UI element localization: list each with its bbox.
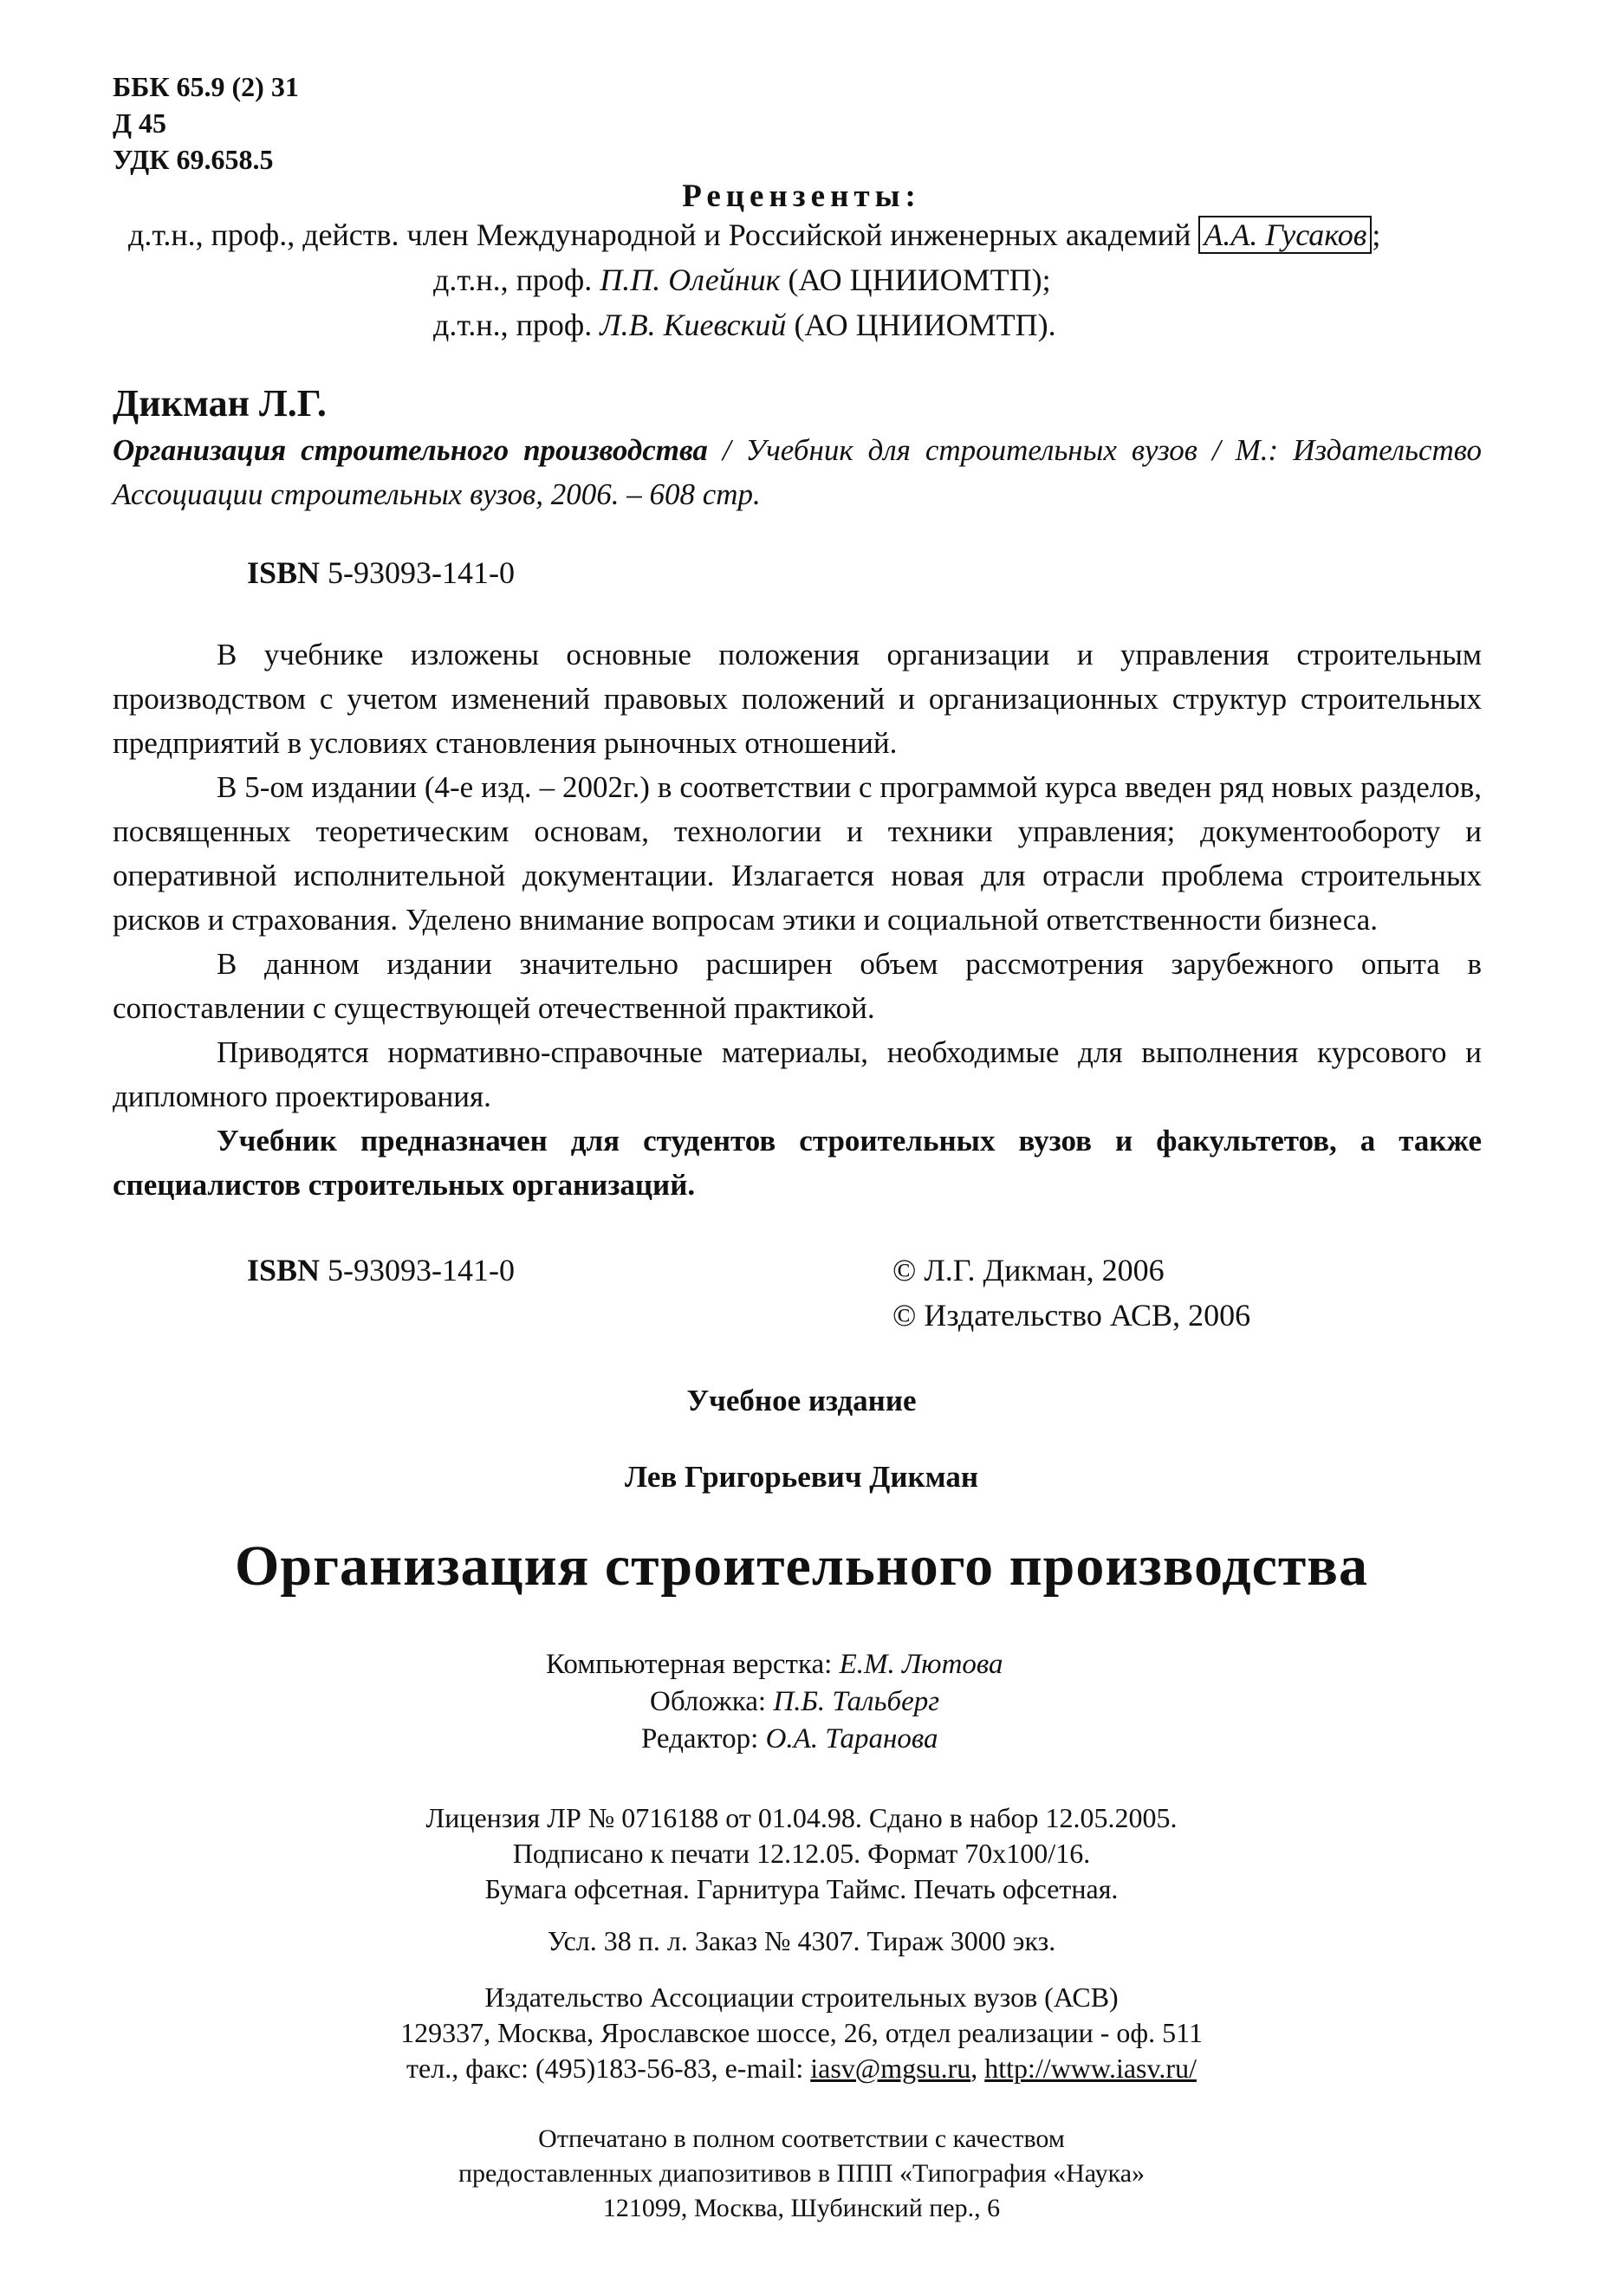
- credit-editor-name: О.А. Таранова: [765, 1723, 938, 1754]
- reviewer-3-affiliation: (АО ЦНИИОМТП).: [794, 308, 1056, 342]
- isbn-line-top: [247, 555, 515, 591]
- imprint-order: Усл. 38 п. л. Заказ № 4307. Тираж 3000 экз.: [547, 1925, 1056, 1956]
- reviewer-3-credentials: д.т.н., проф.: [433, 308, 593, 342]
- credit-cover-name: П.Б. Тальберг: [773, 1686, 940, 1717]
- book-title: Организация строительного производства: [235, 1534, 1368, 1598]
- annotation-paragraph: В 5-ом издании (4-е изд. – 2002г.) в соответствии с программой курса введен ряд новых разделов, посвященных теоретическим основам, технологии и техники управления; документообороту и оперативной исполнительной документации. Излагается новая для отрасли проблема строительных рисков и страхования. Уделено внимание вопросам этики и социальной ответственности бизнеса.: [113, 770, 1482, 937]
- reviewer-2-affiliation: (АО ЦНИИОМТП);: [788, 263, 1051, 297]
- annotation: [113, 632, 1482, 1207]
- bbk-code: ББК 65.9 (2) 31: [113, 71, 299, 102]
- reviewer-line-3: [433, 307, 1056, 343]
- reviewer-1-credentials: д.т.н., проф., действ. член Международной и Российской инженерных академий: [128, 217, 1191, 252]
- annotation-paragraph: Приводятся нормативно-справочные материалы, необходимые для выполнения курсового и дипломного проектирования.: [113, 1035, 1482, 1113]
- annotation-paragraph: В учебнике изложены основные положения организации и управления строительным производством с учетом изменений правовых положений и организационных структур строительных предприятий в условиях становления рыночных отношений.: [113, 638, 1482, 760]
- contact-separator: ,: [970, 2053, 985, 2084]
- isbn-label: ISBN: [247, 555, 321, 590]
- publisher-website-link[interactable]: http://www.iasv.ru/: [984, 2053, 1197, 2084]
- bibliographic-title: Организация строительного производства: [113, 433, 708, 467]
- copyright-publisher: © Издательство АСВ, 2006: [892, 1298, 1251, 1333]
- publisher-name: Издательство Ассоциации строительных вузов (АСВ): [484, 1981, 1119, 2013]
- isbn-line-bottom: [247, 1252, 515, 1288]
- isbn-number: 5-93093-141-0: [328, 555, 516, 590]
- bibliographic-record: [113, 428, 1482, 516]
- annotation-paragraph: В данном издании значительно расширен объем рассмотрения зарубежного опыта в сопоставлении с существующей отечественной практикой.: [113, 947, 1482, 1025]
- reviewer-1-name: А.А. Гусаков: [1198, 216, 1372, 254]
- reviewer-line-2: [433, 262, 1051, 298]
- reviewer-2-credentials: д.т.н., проф.: [433, 263, 593, 297]
- credit-cover-label: Обложка:: [650, 1686, 767, 1717]
- publisher-phone: тел., факс: (495)183-56-83, e-mail:: [406, 2053, 811, 2084]
- reviewer-3-name: Л.В. Киевский: [600, 308, 787, 342]
- printer-line-2: предоставленных диапозитивов в ППП «Типография «Наука»: [458, 2159, 1145, 2188]
- reviewers-heading: Рецензенты:: [682, 178, 921, 214]
- udk-code: УДК 69.658.5: [113, 144, 274, 175]
- imprint-license: Лицензия ЛР № 0716188 от 01.04.98. Сдано в набор 12.05.2005.: [425, 1802, 1178, 1833]
- credit-editor-label: Редактор:: [641, 1723, 759, 1754]
- printer-address: 121099, Москва, Шубинский пер., 6: [602, 2194, 1001, 2222]
- publisher-address: 129337, Москва, Ярославское шоссе, 26, отдел реализации - оф. 511: [400, 2017, 1203, 2048]
- reviewer-2-name: П.П. Олейник: [600, 263, 781, 297]
- reviewer-1-suffix: ;: [1372, 217, 1381, 252]
- author-mark-code: Д 45: [113, 107, 167, 139]
- credit-layout-name: Е.М. Лютова: [839, 1649, 1003, 1680]
- credit-cover: [650, 1683, 939, 1721]
- credit-layout-label: Компьютерная верстка:: [546, 1649, 833, 1680]
- edition-type: Учебное издание: [686, 1384, 917, 1417]
- printer-line-1: Отпечатано в полном соответствии с качеством: [538, 2124, 1065, 2153]
- copyright-author: © Л.Г. Дикман, 2006: [892, 1253, 1165, 1287]
- annotation-audience: Учебник предназначен для студентов строительных вузов и факультетов, а также специалистов строительных организаций.: [113, 1124, 1482, 1202]
- bibliographic-details: / Учебник для строительных вузов / М.: Издательство Ассоциации строительных вузов, 2006. – 608 стр.: [113, 433, 1482, 511]
- imprint-paper: Бумага офсетная. Гарнитура Таймс. Печать офсетная.: [484, 1873, 1119, 1904]
- publisher-email-link[interactable]: iasv@mgsu.ru: [810, 2053, 971, 2084]
- author-full-name: Лев Григорьевич Дикман: [625, 1460, 978, 1494]
- author-heading: Дикман Л.Г.: [113, 382, 327, 425]
- publisher-contacts: [0, 2051, 1603, 2086]
- isbn-label: ISBN: [247, 1253, 321, 1287]
- imprint-signed: Подписано к печати 12.12.05. Формат 70х100/16.: [512, 1838, 1091, 1869]
- credit-layout: [546, 1646, 1003, 1683]
- reviewer-line-1: [128, 217, 1380, 253]
- credit-editor: [641, 1721, 938, 1758]
- isbn-number: 5-93093-141-0: [328, 1253, 516, 1287]
